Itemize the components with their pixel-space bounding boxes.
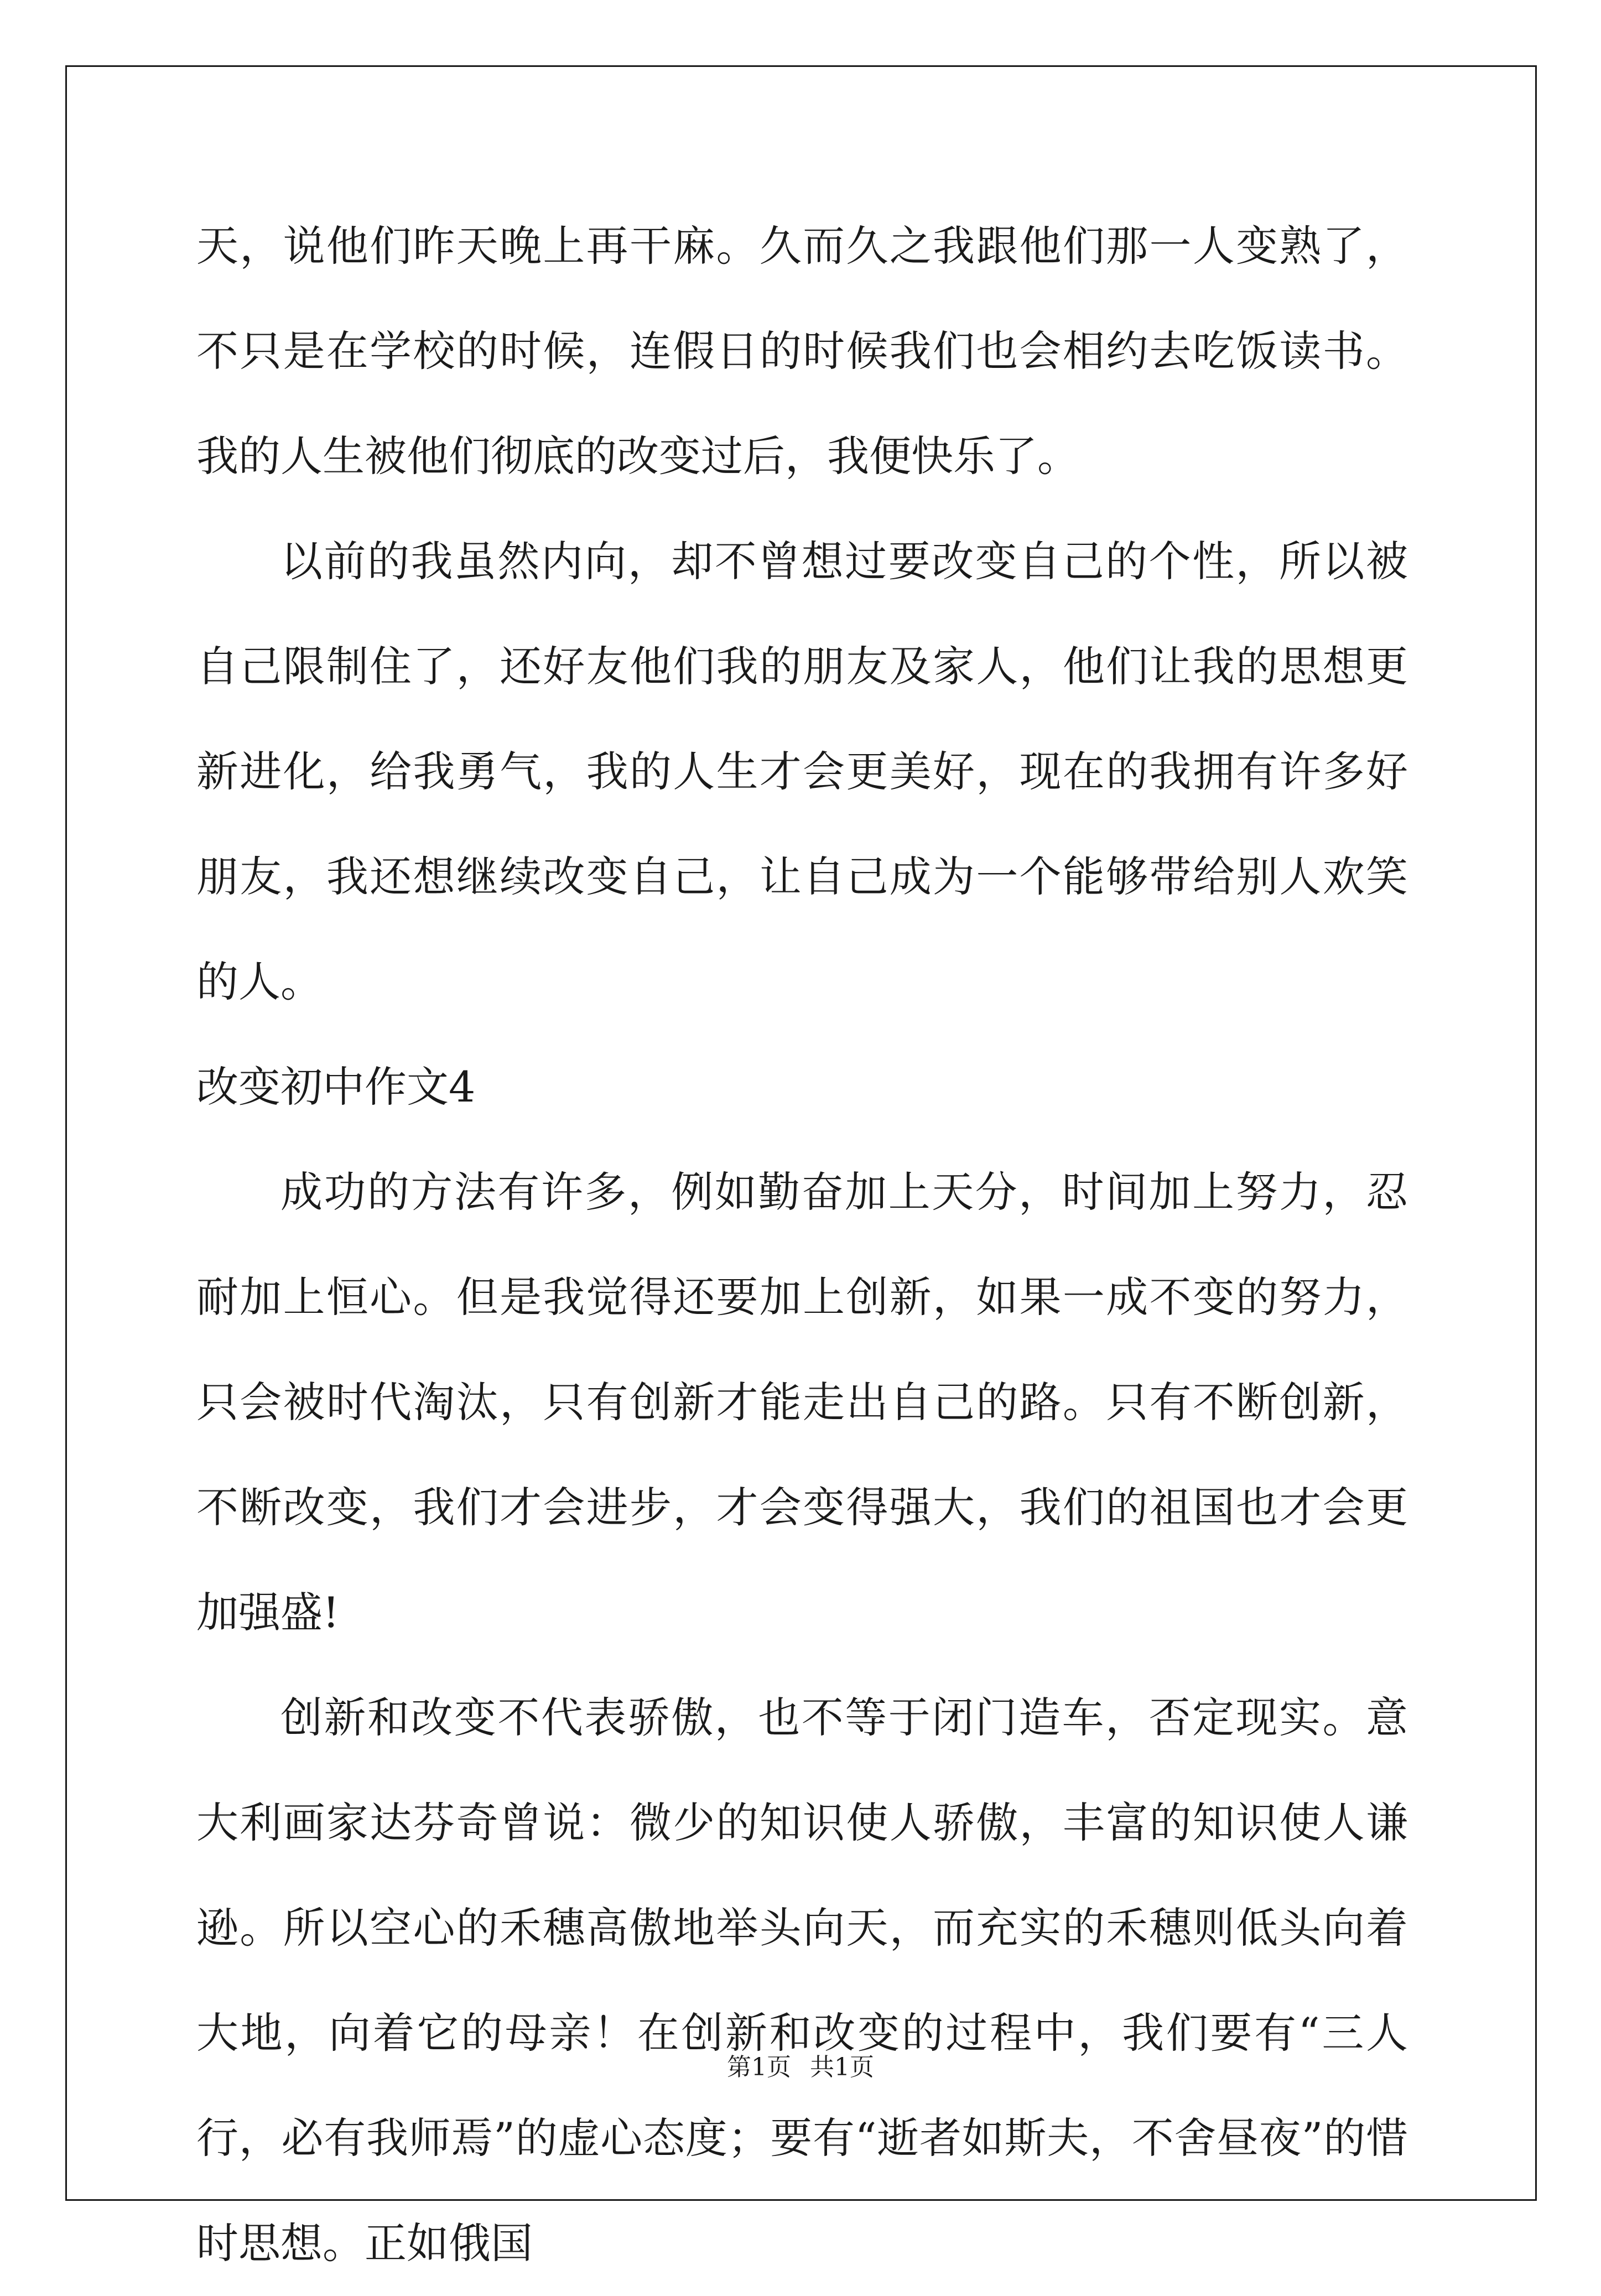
paragraph-innovation: 创新和改变不代表骄傲，也不等于闭门造车，否定现实。意大利画家达芬奇曾说：微少的知识使人骄傲，丰富的知识使人谦逊。所以空心的禾穗高傲地举头向天，而充实的禾穗则低头向着大地，向着它的母亲！在创新和改变的过程中，我们要有“三人行，必有我师焉”的虚心态度；要有“逝者如斯夫，不舍昼夜”的惜时思想。正如俄国 xyxy=(196,1693,1408,2268)
page-footer xyxy=(0,2047,1601,2082)
document-body xyxy=(196,194,1408,2296)
paragraph-success: 成功的方法有许多，例如勤奋加上天分，时间加上努力，忍耐加上恒心。但是我觉得还要加上创新，如果一成不变的努力，只会被时代淘汰，只有创新才能走出自己的路。只有不断创新，不断改变，我们才会进步，才会变得强大，我们的祖国也才会更加强盛! xyxy=(196,1167,1408,1637)
essay-heading: 改变初中作文4 xyxy=(196,1062,476,1111)
paragraph-continuation: 天，说他们昨天晚上再干麻。久而久之我跟他们那一人变熟了，不只是在学校的时候，连假日的时候我们也会相约去吃饭读书。我的人生被他们彻底的改变过后，我便快乐了。 xyxy=(196,221,1408,481)
page-total: 共1页 xyxy=(810,2053,874,2081)
page-number: 第1页 xyxy=(727,2053,791,2081)
paragraph-reflection: 以前的我虽然内向，却不曾想过要改变自己的个性，所以被自己限制住了，还好友他们我的朋友及家人，他们让我的思想更新进化，给我勇气，我的人生才会更美好，现在的我拥有许多好朋友，我还想继续改变自己，让自己成为一个能够带给别人欢笑的人。 xyxy=(196,537,1408,1006)
